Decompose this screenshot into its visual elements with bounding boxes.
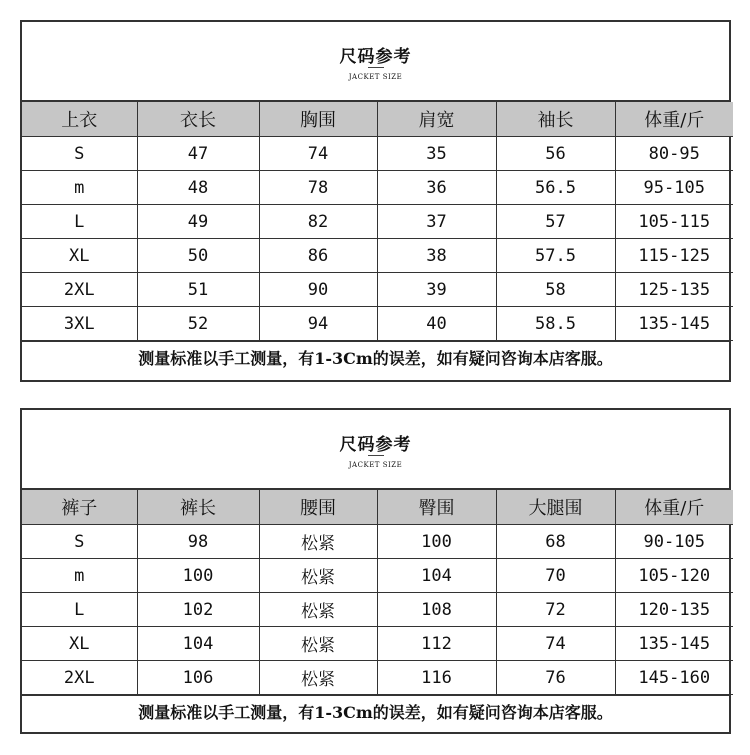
jacket-size-card — [20, 20, 731, 382]
table-cell: 58 — [496, 273, 615, 307]
table-row — [22, 273, 733, 307]
column-header: 体重/斤 — [615, 490, 733, 525]
table-cell: 82 — [259, 205, 377, 239]
size-label-cell: m — [22, 171, 137, 205]
size-label-cell: 3XL — [22, 307, 137, 341]
table-cell: 39 — [377, 273, 496, 307]
table-cell: 74 — [496, 627, 615, 661]
table-cell: 50 — [137, 239, 259, 273]
column-header: 大腿围 — [496, 490, 615, 525]
column-header: 臀围 — [377, 490, 496, 525]
column-header: 裤长 — [137, 490, 259, 525]
table-cell: 38 — [377, 239, 496, 273]
table-cell: 70 — [496, 559, 615, 593]
table-cell: 108 — [377, 593, 496, 627]
title-divider — [368, 455, 384, 456]
table-cell: 120-135 — [615, 593, 733, 627]
table-row — [22, 661, 733, 695]
table-cell: 112 — [377, 627, 496, 661]
table-cell: 78 — [259, 171, 377, 205]
table-cell: 72 — [496, 593, 615, 627]
jacket-measurement-note: 测量标准以手工测量，有1-3Cm的误差，如有疑问咨询本店客服。 — [22, 341, 729, 376]
table-cell: 68 — [496, 525, 615, 559]
table-cell: 57.5 — [496, 239, 615, 273]
pants-size-table — [22, 490, 733, 695]
table-cell: 135-145 — [615, 627, 733, 661]
column-header: 腰围 — [259, 490, 377, 525]
table-row — [22, 239, 733, 273]
column-header: 体重/斤 — [615, 102, 733, 137]
table-cell: 松紧 — [259, 525, 377, 559]
table-row — [22, 559, 733, 593]
size-label-cell: XL — [22, 627, 137, 661]
jacket-size-title: 尺码参考 — [339, 47, 412, 67]
table-cell: 105-115 — [615, 205, 733, 239]
size-label-cell: L — [22, 205, 137, 239]
table-header-row — [22, 490, 733, 525]
table-cell: 56.5 — [496, 171, 615, 205]
table-cell: 106 — [137, 661, 259, 695]
column-header: 衣长 — [137, 102, 259, 137]
table-cell: 80-95 — [615, 137, 733, 171]
table-cell: 98 — [137, 525, 259, 559]
pants-size-title: 尺码参考 — [339, 435, 412, 455]
column-header: 裤子 — [22, 490, 137, 525]
size-label-cell: L — [22, 593, 137, 627]
table-cell: 115-125 — [615, 239, 733, 273]
table-row — [22, 627, 733, 661]
title-divider — [368, 67, 384, 68]
size-label-cell: S — [22, 525, 137, 559]
table-cell: 86 — [259, 239, 377, 273]
table-cell: 145-160 — [615, 661, 733, 695]
table-cell: 37 — [377, 205, 496, 239]
pants-measurement-note: 测量标准以手工测量，有1-3Cm的误差，如有疑问咨询本店客服。 — [22, 695, 729, 730]
table-row — [22, 137, 733, 171]
column-header: 袖长 — [496, 102, 615, 137]
table-cell: 52 — [137, 307, 259, 341]
table-cell: 松紧 — [259, 627, 377, 661]
jacket-size-header — [22, 22, 729, 102]
table-cell: 松紧 — [259, 559, 377, 593]
table-cell: 104 — [137, 627, 259, 661]
table-cell: 125-135 — [615, 273, 733, 307]
table-cell: 58.5 — [496, 307, 615, 341]
table-cell: 76 — [496, 661, 615, 695]
table-row — [22, 593, 733, 627]
table-row — [22, 525, 733, 559]
table-cell: 102 — [137, 593, 259, 627]
table-cell: 35 — [377, 137, 496, 171]
column-header: 肩宽 — [377, 102, 496, 137]
table-cell: 90 — [259, 273, 377, 307]
table-cell: 51 — [137, 273, 259, 307]
table-cell: 57 — [496, 205, 615, 239]
table-cell: 40 — [377, 307, 496, 341]
column-header: 上衣 — [22, 102, 137, 137]
column-header: 胸围 — [259, 102, 377, 137]
size-label-cell: 2XL — [22, 273, 137, 307]
size-label-cell: 2XL — [22, 661, 137, 695]
table-cell: 94 — [259, 307, 377, 341]
table-cell: 56 — [496, 137, 615, 171]
size-label-cell: S — [22, 137, 137, 171]
jacket-size-table — [22, 102, 733, 341]
table-cell: 100 — [377, 525, 496, 559]
table-row — [22, 307, 733, 341]
table-cell: 36 — [377, 171, 496, 205]
jacket-size-subtitle: JACKET SIZE — [348, 73, 403, 81]
table-cell: 116 — [377, 661, 496, 695]
table-cell: 90-105 — [615, 525, 733, 559]
table-cell: 105-120 — [615, 559, 733, 593]
size-label-cell: XL — [22, 239, 137, 273]
table-cell: 74 — [259, 137, 377, 171]
pants-size-card — [20, 408, 731, 734]
table-cell: 松紧 — [259, 593, 377, 627]
table-cell: 95-105 — [615, 171, 733, 205]
table-cell: 松紧 — [259, 661, 377, 695]
table-cell: 48 — [137, 171, 259, 205]
table-row — [22, 171, 733, 205]
table-cell: 100 — [137, 559, 259, 593]
size-label-cell: m — [22, 559, 137, 593]
table-cell: 49 — [137, 205, 259, 239]
table-header-row — [22, 102, 733, 137]
table-cell: 135-145 — [615, 307, 733, 341]
pants-size-subtitle: JACKET SIZE — [348, 461, 403, 469]
table-cell: 47 — [137, 137, 259, 171]
table-cell: 104 — [377, 559, 496, 593]
pants-size-header — [22, 410, 729, 490]
table-row — [22, 205, 733, 239]
